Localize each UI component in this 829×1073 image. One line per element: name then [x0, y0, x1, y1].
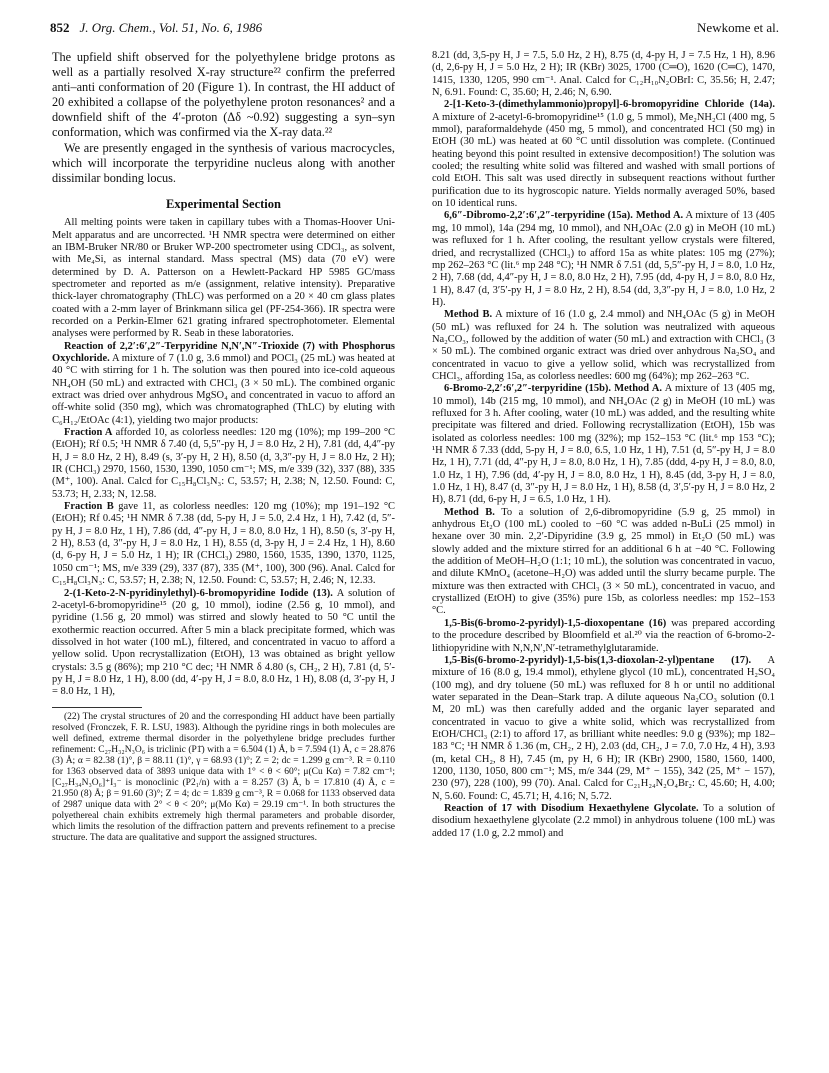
procedure-text: afforded 10, as colorless needles: 120 mg (10%); mp 199–200 °C (EtOH); Rf 0.5; ¹H NMR δ 7.40 (d, 5,5″-py H, J = 8.0 Hz, 2 H), 7.81 (dd, 4,4″-py H, J = 8.0 Hz, 2 H), 8.49 (s, 3′-py H, 2 H), 8.50 (d, 3,3″-py H, J = 8.0 Hz, 2 H); IR (CHCl₃) 2970, 1560, 1530, 1390, 1050 cm⁻¹; MS, m/e 339 (32), 337 (88), 335 (M⁺, 100). Anal. Calcd for C₁₅H₈Cl₃N₃: C, 53.57; H, 2.38; N, 12.50. Found: C, 53.73; H, 2.33; N, 12.58. [52, 427, 395, 500]
procedure-text: A solution of 2-acetyl-6-bromopyridine¹⁵ (20 g, 10 mmol), iodine (2.56 g, 10 mmol), and pyridine (1.56 g, 20 mmol) was stirred and slowly heated to 50 °C until the exothermic reaction occurred. After 5 min a black precipitate formed, which was dissolved in hot water (100 mL), filtered, and concentrated in vacuo to afford a yellow solid. Upon recrystallization (EtOH), 13 was obtained as bright yellow crystals: 3.5 g (86%); mp 210 °C dec; ¹H NMR δ 4.80 (s, CH₂, 2 H), 7.81 (d, 5′-py H, J = 8.0 Hz, 1 H), 8.00 (dd, 4′-py H, J = 8.0, 8.0 Hz, 1 H), 8.08 (d, 3′-py H, J = 8.0 Hz, 1 H), [52, 587, 395, 698]
left-column [52, 50, 395, 844]
procedure-13 [52, 588, 395, 699]
intro-text [52, 50, 395, 186]
procedure-text: A mixture of 7 (1.0 g, 3.6 mmol) and POCl₃ (25 mL) was heated at 40 °C with stirring for 1 h. The solution was then poured into ice-cold aqueous NH₄OH (50 mL) and extracted with CHCl₃ (3 × 50 mL). The combined organic extract was dried over anhydrous MgSO₄ and concentrated in vacuo to afford an off-white solid (350 mg), which was chromatographed (ThLC) by eluting with C₆H₁₂/EtOAc (4:1), yielding two major products: [52, 352, 395, 426]
section-title: Experimental Section [166, 196, 281, 211]
right-column [432, 50, 775, 840]
procedure-14a [432, 99, 775, 210]
procedure-13-continued: 8.21 (dd, 3,5-py H, J = 7.5, 5.0 Hz, 2 H), 8.75 (d, 4-py H, J = 7.5 Hz, 1 H), 8.96 (d, 2,6-py H, J = 5.0 Hz, 2 H); IR (KBr) 3025, 1700 (C═O), 1620 (C═C), 1470, 1415, 1330, 1205, 990 cm⁻¹. Anal. Calcd for C₁₂H₁₀N₂OBrI: C, 35.56; H, 2.47; N, 6.91. Found: C, 35.60; H, 2.46; N, 6.90. [432, 50, 775, 99]
procedure-title: Fraction A [64, 427, 113, 439]
procedure-title: Method B. [444, 506, 495, 518]
procedure-title: Method B. [444, 309, 493, 321]
procedure-17-glycolate [432, 803, 775, 840]
fraction-b [52, 501, 395, 587]
procedure-title: 1,5-Bis(6-bromo-2-pyridyl)-1,5-bis(1,3-dioxolan-2-yl)pentane (17). [444, 654, 752, 666]
intro-paragraph-2: We are presently engaged in the synthesis of various macrocycles, which will incorporate the terpyridine nucleus along with another dissimilar bonding locus. [52, 140, 395, 185]
general-methods-paragraph: All melting points were taken in capillary tubes with a Thomas-Hoover Uni-Melt apparatus and are uncorrected. ¹H NMR spectra were determined on either an IBM-Bruker NR/80 or Bruker WP-200 spectrometer using CDCl₃, as solvent, with Me₄Si, as internal standard. Mass spectral (MS) data (70 eV) were determined by D. A. Patterson on a Hewlett-Packard HP 5985 GC/mass spectrometer and reported as m/e (assignment, relative intensity). Preparative thick-layer chromatography (ThLC) was performed on a 20 × 40 cm glass plates coated with a 2-mm layer of Brinkmann silica gel (PF-254-366). IR spectra were recorded on a Perkin-Elmer 621 grating infrared spectrophotometer. Elemental analyses were performed by R. Seab in these laboratories. [52, 217, 395, 340]
procedure-title: 6,6″-Dibromo-2,2′:6′,2″-terpyridine (15a). Method A. [444, 210, 684, 222]
procedure-15b-method-a [432, 383, 775, 506]
procedure-title: 2-(1-Keto-2-N-pyridinylethyl)-6-bromopyridine Iodide (13). [64, 587, 333, 599]
procedure-text: A mixture of 13 (405 mg, 10 mmol), 14a (294 mg, 10 mmol), and NH₄OAc (2.0 g) in MeOH (10 mL) was refluxed for 1 h. After cooling, the resultant yellow crystals were filtered, dried, and recrystallized (CHCl₃) to afford 15a as white plates: 105 mg (27%); mp 262–263 °C (lit.⁶ mp 248 °C); ¹H NMR δ 7.51 (dd, 5,5″-py H, J = 8.0, 1.0 Hz, 2 H), 7.68 (dd, 4,4″-py H, J = 8.0, 8.0 Hz, 2 H), 7.95 (dd, 4-py H, J = 8.0, 8.0 Hz, 1 H), 8.47 (d, 3′5′-py H, J = 8.0 Hz, 2 H), 8.54 (dd, 3,3″-py H, J = 8.0, 1.0 Hz, 2 H). [432, 210, 775, 308]
procedure-7 [52, 341, 395, 427]
procedure-17 [432, 655, 775, 803]
running-header [50, 20, 779, 40]
procedure-title: 2-[1-Keto-3-(dimethylammonio)propyl]-6-bromopyridine Chloride (14a). [444, 99, 775, 111]
procedure-text: A mixture of 16 (8.0 g, 19.4 mmol), ethylene glycol (10 mL), concentrated H₂SO₄ (100 mg), and dry toluene (50 mL) was refluxed for 8 h or until no additional water separated in the Dean–Stark trap. A dilute aqueous Na₂CO₃ solution (0.1 M, 20 mL) was then carefully added and the organic layer separated and concentrated in vacuo to give a white solid, which was recrystallized from EtOH/CHCl₃ (2:1) to afford 17, as brilliant white needles: 9.0 g (93%); mp 182–183 °C; ¹H NMR δ 1.36 (m, CH₂, 2 H), 2.03 (dd, CH₂, J = 7.0, 7.0 Hz, 4 H), 3.93 (m, ketal CH₂, 8 H), 7.45 (m, py H, 6 H); IR (KBr) 2900, 1580, 1560, 1400, 1200, 1130, 1050, 800 cm⁻¹; MS, m/e 344 (29, M⁺ − 155), 342 (25, M⁺ − 157), 230 (97), 228 (100), 99 (70). Anal. Calcd for C₂₁H₂₄N₂O₄Br₂: C, 45.60; H, 4.00; N, 5.60. Found: C, 45.71; H, 4.16; N, 5.72. [432, 654, 775, 802]
procedure-title: Fraction B [64, 501, 114, 513]
procedure-text: To a solution of disodium hexaethylene glycolate (2.2 mmol) in anhydrous toluene (100 mL) was added 17 (1.0 g, 2.2 mmol) and [432, 802, 775, 839]
procedure-title: 1,5-Bis(6-bromo-2-pyridyl)-1,5-dioxopentane (16) [444, 617, 667, 629]
procedure-title: Reaction of 2,2′:6′,2″-Terpyridine N,N′,N″-Trioxide (7) with Phosphorus Oxychloride. [52, 340, 395, 364]
procedure-15a-method-a [432, 210, 775, 309]
procedure-text: was prepared according to the procedure described by Bloomfield et al.²⁰ via the reaction of 6-bromo-2-lithiopyridine with N,N,N′,N′-tetramethylglutaramide. [432, 617, 775, 654]
running-authors: Newkome et al. [697, 20, 779, 35]
procedure-text: gave 11, as colorless needles: 120 mg (10%); mp 191–192 °C (EtOH); Rf 0.45; ¹H NMR δ 7.38 (dd, 5-py H, J = 5.0, 2.4 Hz, 1 H), 7.42 (d, 5″-py H, J = 8.0 Hz, 1 H), 7.86 (dd, 4″-py H, J = 8.0, 8.0 Hz, 1 H), 8.50 (s, 3′-py H, 2 H), 8.53 (d, 3″-py H, J = 8.0 Hz, 1 H), 8.55 (d, 3-py H, J = 2.4 Hz, 1 H), 8.60 (d, 6-py H, J = 5.0 Hz, 1 H); IR (CHCl₃) 2980, 1560, 1535, 1390, 1370, 1125, 1050 cm⁻¹; MS, m/e 339 (29), 337 (87), 335 (M⁺, 100), 300 (96). Anal. Calcd for C₁₅H₈Cl₃N₃: C, 53.57; H, 2.38; N, 12.50. Found: C, 53.57; H, 2.46; N, 12.33. [52, 501, 395, 587]
footnote-22: (22) The crystal structures of 20 and the corresponding HI adduct have been partially resolved (Fronczek, F. R. LSU, 1983). Although the pyridine rings in both molecules are well defined, extreme thermal disorder in the polyethylene bridge precludes further refinement: C₂₇H₃₂N₃O₆ is triclinic (P1̄) with a = 6.504 (1) Å, b = 7.594 (1) Å, c = 28.876 (3) Å; α = 82.38 (1)°, β = 88.11 (1)°, γ = 68.93 (1)°; Z = 2; dc = 1.299 g cm⁻³. R = 0.110 for 1363 observed data of 3893 unique data with 1° < θ < 60°; μ(Cu Kα) = 7.82 cm⁻¹; [C₂₇H₃₄N₃O₆]⁺I₃⁻ is monoclinic (P2₁/n) with a = 8.257 (3) Å, b = 17.810 (4) Å, c = 21.950 (8) Å; β = 91.60 (3)°; Z = 4; dc = 1.839 g cm⁻³, R = 0.068 for 1133 observed data of 2987 unique data with 2° < θ < 20°; μ(Mo Kα) = 29.19 cm⁻¹. In both structures the polyethereal chain exhibits extremely high thermal parameters and probable disorder, which limits the resolution of the diffraction pattern and prevents refinement to a precise structure. The data are qualitative and support the assigned structures. [52, 711, 395, 843]
fraction-a [52, 427, 395, 501]
procedure-15b-method-b [432, 507, 775, 618]
procedure-16 [432, 618, 775, 655]
footnote-divider [52, 707, 142, 708]
procedure-text: To a solution of 2,6-dibromopyridine (5.9 g, 25 mmol) in anhydrous Et₂O (100 mL) cooled to −60 °C was added n-BuLi (25 mmol) in hexane over 30 min. 2,2′-Dipyridine (3.9 g, 25 mmol) in Et₂O (50 mL) was slowly added and the mixture stirred for an additional 6 h at −40 °C. Following the addition of MeOH–H₂O (1:1; 10 mL), the solution was concentrated in vacuo, and dilute KMnO₄ (acetone–H₂O) was added until the slurry became purple. The mixture was then extracted with CHCl₃ (3 × 50 mL), concentrated in vacuo, and crystallized (EtOH) to give (35%) pure 15b, as colorless needles: mp 152–153 °C. [432, 506, 775, 617]
procedure-text: A mixture of 16 (1.0 g, 2.4 mmol) and NH₄OAc (5 g) in MeOH (50 mL) was refluxed for 24 h. The solution was neutralized with aqueous Na₂CO₃, followed by the addition of water (50 mL) and extraction with CHCl₃ (3 × 50 mL). The combined organic extract was dried over anhydrous Na₂SO₄ and concentrated in vacuo to give a yellow solid, which was recrystallized from CHCl₃, affording 15a, as colorless needles: 600 mg (64%); mp 262–263 °C. [432, 309, 776, 382]
journal-citation: J. Org. Chem., Vol. 51, No. 6, 1986 [79, 20, 263, 35]
procedure-title: Reaction of 17 with Disodium Hexaethylene Glycolate. [444, 802, 699, 814]
procedure-15a-method-b [432, 309, 775, 383]
procedure-text: A mixture of 2-acetyl-6-bromopyridine¹⁵ (1.0 g, 5 mmol), Me₂NH₂Cl (400 mg, 5 mmol), paraformaldehyde (450 mg, 5 mmol), and concentrated HCl (50 mg) in EtOH (30 mL) was heated at 60 °C until dissolution was complete. (Continued heating beyond this point resulted in extensive decomposition!) The solution was cooled; the resulting white solid was filtered and washed with small portions of cold EtOH. This salt was used directly in subsequent reactions without further purification due to its hygroscopic nature. Yields normally averaged 50%, based on 10 identical runs. [432, 111, 775, 210]
procedure-text: A mixture of 13 (405 mg, 10 mmol), 14b (215 mg, 10 mmol), and NH₄OAc (2 g) in MeOH (10 mL) was refluxed for 3 h. After cooling, water (10 mL) was added, and the resulting white precipitate was filtered and dried. Following recrystallization (EtOH), 15b was isolated as colorless needles: 100 mg (32%); mp 152–153 °C (lit.⁶ mp 153 °C); ¹H NMR δ 7.33 (ddd, 5-py H, J = 8.0, 6.5, 1.0 Hz, 1 H), 7.51 (d, 5″-py H, J = 8.0 Hz, 1 H), 7.71 (dd, 4″-py H, J = 8.0, 8.0 Hz, 1 H), 7.85 (ddd, 4-py H, J = 8.0, 8.0, 1.0 Hz, 1 H), 7.96 (dd, 4′-py H, J = 8.0, 8.0 Hz, 1 H), 8.45 (dd, 3-py H, J = 8.0, 1.0 Hz, 1 H), 8.47 (d, 3″-py H, J = 8.0 Hz, 1 H), 8.58 (d, 3′,5′-py H, J = 8.0 Hz, 2 H), 8.71 (dd, 6-py H, J = 6.5, 1.0 Hz, 1 H). [432, 383, 776, 506]
procedure-title: 6-Bromo-2,2′:6′,2″-terpyridine (15b). Method A. [444, 383, 662, 395]
page-number: 852 [50, 20, 70, 35]
intro-paragraph-1: The upfield shift observed for the polyethylene bridge protons as well as a partially resolved X-ray structure²² confirm the preferred anti–anti conformation of 20 (Figure 1). In contrast, the HI adduct of 20 exhibited a collapse of the polyethylene proton resonances² and a downfield shift of the 4′-proton (Δδ ~0.92) suggesting a syn–syn conformation, which was confirmed via the X-ray data.²² [52, 50, 395, 140]
